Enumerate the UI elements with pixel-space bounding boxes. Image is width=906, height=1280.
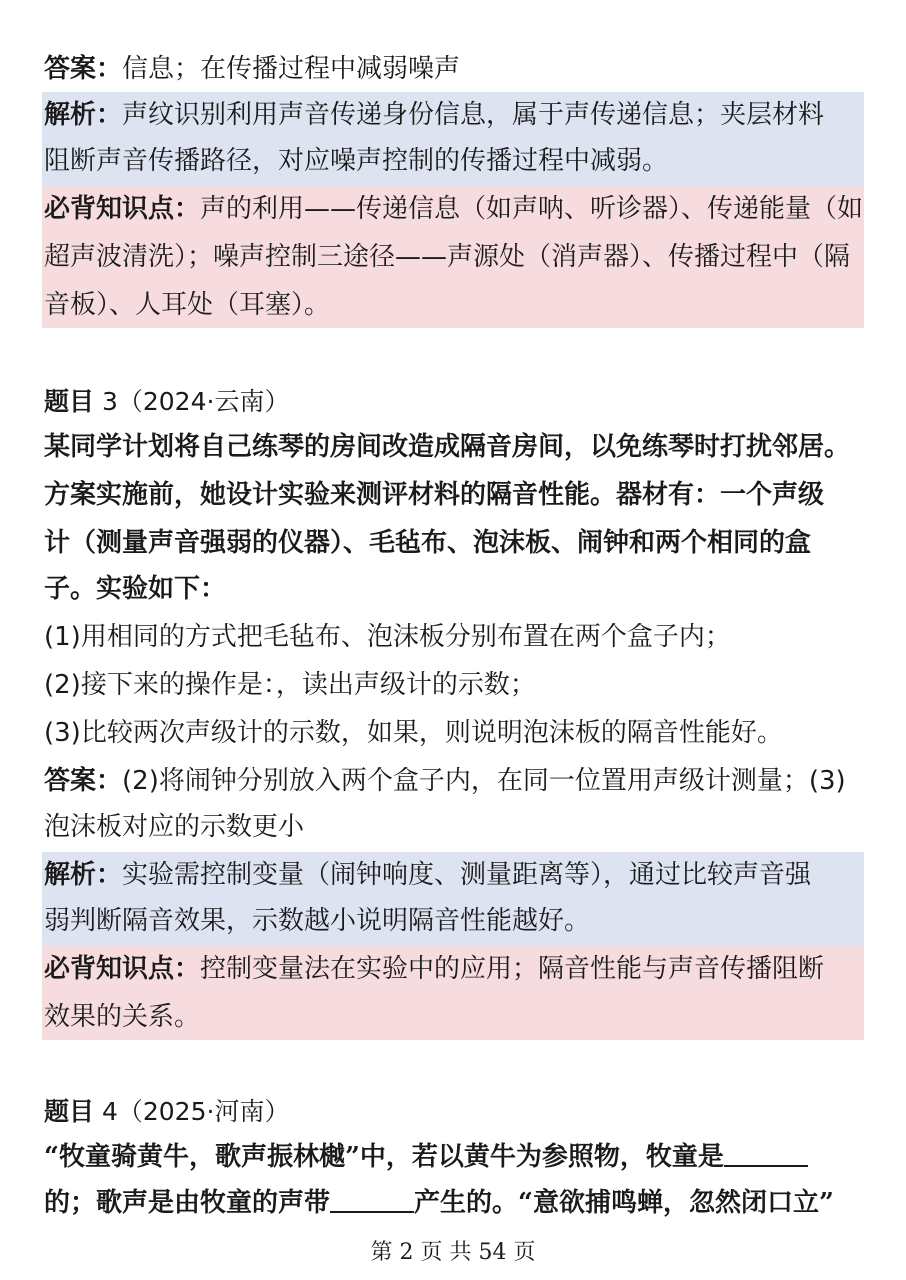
- q4-stem-line-2: [44, 1180, 834, 1226]
- question-title-label: 题目: [44, 1097, 95, 1126]
- answer-blank: [330, 1181, 414, 1213]
- q3-step-1: (1)用相同的方式把毛毡布、泡沫板分别布置在两个盒子内；: [44, 622, 731, 652]
- answer-text: 信息；在传播过程中减弱噪声: [122, 54, 461, 84]
- q3-stem-line-1: 某同学计划将自己练琴的房间改造成隔音房间，以免练琴时打扰邻居。: [44, 432, 851, 462]
- q3-stem-line-2: 方案实施前，她设计实验来测评材料的隔音性能。器材有：一个声级: [44, 480, 825, 510]
- analysis-label: 解析：: [44, 100, 123, 130]
- q2-knowledge-line-2: 超声波清洗）；噪声控制三途径——声源处（消声器）、传播过程中（隔: [44, 242, 851, 272]
- q3-answer-line-2: 泡沫板对应的示数更小: [44, 812, 305, 842]
- question-title-source: 3（2024·云南）: [94, 387, 290, 416]
- answer-label: 答案：: [44, 54, 123, 84]
- q3-stem-line-3: 计（测量声音强弱的仪器）、毛毡布、泡沫板、闹钟和两个相同的盒: [44, 528, 812, 558]
- q2-analysis-line-2: 阻断声音传播路径，对应噪声控制的传播过程中减弱。: [44, 146, 669, 176]
- analysis-text: 实验需控制变量（闹钟响度、测量距离等），通过比较声音强: [122, 860, 812, 890]
- q4-stem-text: 的；歌声是由牧童的声带: [44, 1188, 331, 1218]
- q3-analysis-line-1: [44, 852, 811, 898]
- q4-stem-line-1: [44, 1134, 808, 1180]
- knowledge-label: 必背知识点：: [44, 954, 201, 984]
- knowledge-label: 必背知识点：: [44, 194, 201, 224]
- q3-knowledge-line-1: [44, 946, 824, 992]
- page-number-footer: 第 2 页 共 54 页: [370, 1240, 536, 1265]
- q2-knowledge-line-3: 音板）、人耳处（耳塞）。: [44, 290, 331, 320]
- analysis-label: 解析：: [44, 860, 123, 890]
- q2-knowledge-line-1: [44, 186, 863, 232]
- q4-stem-text: 产生的。“意欲捕鸣蝉，忽然闭口立”: [414, 1188, 834, 1218]
- q2-analysis-line-1: [44, 92, 824, 138]
- q2-answer: [44, 46, 460, 92]
- q3-knowledge-line-2: 效果的关系。: [44, 1002, 201, 1032]
- question-title-label: 题目: [44, 387, 95, 416]
- q4-stem-text: “牧童骑黄牛，歌声振林樾”中，若以黄牛为参照物，牧童是: [44, 1142, 724, 1172]
- answer-blank: [724, 1135, 808, 1167]
- q3-step-2: (2)接下来的操作是：，读出声级计的示数；: [44, 670, 536, 700]
- answer-label: 答案：: [44, 766, 123, 796]
- knowledge-text: 声的利用——传递信息（如声呐、听诊器）、传递能量（如: [200, 194, 864, 224]
- q4-title: [44, 1090, 289, 1134]
- q3-step-3: (3)比较两次声级计的示数，如果，则说明泡沫板的隔音性能好。: [44, 718, 783, 748]
- q3-analysis-line-2: 弱判断隔音效果，示数越小说明隔音性能越好。: [44, 906, 591, 936]
- q3-stem-line-4: 子。实验如下：: [44, 574, 227, 604]
- question-title-source: 4（2025·河南）: [94, 1097, 290, 1126]
- q3-title: [44, 380, 289, 424]
- answer-text: (2)将闹钟分别放入两个盒子内，在同一位置用声级计测量；(3): [122, 766, 846, 796]
- knowledge-text: 控制变量法在实验中的应用；隔音性能与声音传播阻断: [200, 954, 825, 984]
- analysis-text: 声纹识别利用声音传递身份信息，属于声传递信息；夹层材料: [122, 100, 825, 130]
- q3-answer-line-1: [44, 758, 846, 804]
